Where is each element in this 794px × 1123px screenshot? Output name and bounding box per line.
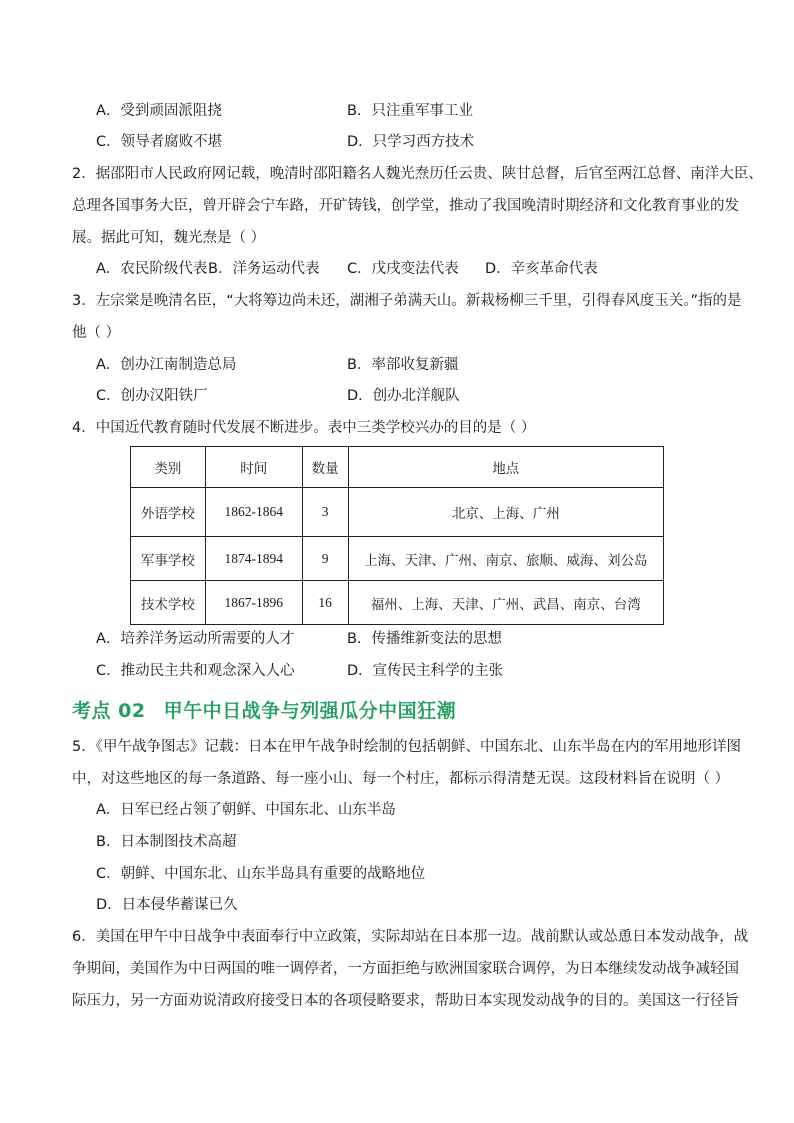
table-cell: 16 — [302, 581, 348, 625]
q5-stem-line-1: 5．《甲午战争图志》记载：日本在甲午战争时绘制的包括朝鲜、中国东北、山东半岛在内的军用地形详图 — [72, 739, 741, 755]
q3-option-a[interactable]: A．创办江南制造总局 — [96, 357, 237, 373]
table-header-cell: 数量 — [302, 447, 348, 488]
table-cell: 外语学校 — [131, 488, 206, 537]
q3-stem-line-2: 他（ ） — [72, 325, 121, 341]
q6-stem-line-2: 争期间，美国作为中日两国的唯一调停者，一方面拒绝与欧洲国家联合调停，为日本继续发动战争减轻国 — [72, 961, 739, 977]
q4-option-d[interactable]: D．宣传民主科学的主张 — [347, 663, 504, 679]
q6-stem-line-3: 际压力，另一方面劝说清政府接受日本的各项侵略要求，帮助日本实现发动战争的目的。美国这一行径旨 — [72, 993, 739, 1009]
table-cell: 上海、天津、广州、南京、旅顺、威海、刘公岛 — [348, 537, 663, 581]
q2-option-c[interactable]: C．戊戌变法代表 — [347, 261, 459, 277]
table-cell: 1867-1896 — [205, 581, 302, 625]
table-cell: 3 — [302, 488, 348, 537]
table-cell: 技术学校 — [131, 581, 206, 625]
q2-option-a[interactable]: A．农民阶级代表 — [96, 261, 208, 277]
table-header-row — [131, 447, 664, 488]
q3-option-d[interactable]: D．创办北洋舰队 — [347, 388, 460, 404]
table-cell: 军事学校 — [131, 537, 206, 581]
q5-option-a[interactable]: A．日军已经占领了朝鲜、中国东北、山东半岛 — [96, 802, 396, 818]
table-cell: 1874-1894 — [205, 537, 302, 581]
q4-option-b[interactable]: B．传播维新变法的思想 — [347, 631, 502, 647]
q5-option-d[interactable]: D．日本侵华蓄谋已久 — [96, 897, 238, 913]
q2-option-b[interactable]: B．洋务运动代表 — [208, 261, 320, 277]
q5-option-b[interactable]: B．日本制图技术高超 — [96, 834, 237, 850]
q1-option-b[interactable]: B．只注重军事工业 — [347, 103, 473, 119]
table-row — [131, 537, 664, 581]
table-header-cell: 时间 — [205, 447, 302, 488]
q1-option-d[interactable]: D．只学习西方技术 — [347, 134, 475, 150]
q6-stem-line-1: 6．美国在甲午中日战争中表面奉行中立政策，实际却站在日本那一边。战前默认或怂恿日本发动战争，战 — [72, 929, 749, 945]
section-title: 甲午中日战争与列强瓜分中国狂潮 — [163, 700, 457, 722]
q4-option-a[interactable]: A．培养洋务运动所需要的人才 — [96, 631, 295, 647]
q1-option-c[interactable]: C．领导者腐败不堪 — [96, 134, 223, 150]
q2-option-d[interactable]: D．辛亥革命代表 — [485, 261, 598, 277]
table-cell: 1862-1864 — [205, 488, 302, 537]
q2-stem-line-1: 2．据邵阳市人民政府网记载，晚清时邵阳籍名人魏光焘历任云贵、陕甘总督，后官至两江总督、南洋大臣、 — [72, 166, 763, 182]
table-header-cell: 类别 — [131, 447, 206, 488]
q5-stem-line-2: 中，对这些地区的每一条道路、每一座小山、每一个村庄，都标示得清楚无误。这段材料旨在说明（ ） — [72, 771, 730, 787]
table-row — [131, 581, 664, 625]
school-table — [130, 446, 664, 625]
table-cell: 福州、上海、天津、广州、武昌、南京、台湾 — [348, 581, 663, 625]
q2-stem-line-3: 展。据此可知，魏光焘是（ ） — [72, 230, 266, 246]
q5-option-c[interactable]: C．朝鲜、中国东北、山东半岛具有重要的战略地位 — [96, 866, 426, 882]
q3-option-b[interactable]: B．率部收复新疆 — [347, 357, 459, 373]
q4-option-c[interactable]: C．推动民主共和观念深入人心 — [96, 663, 295, 679]
section-heading — [72, 696, 456, 723]
table-cell: 北京、上海、广州 — [348, 488, 663, 537]
q2-stem-line-2: 总理各国事务大臣，曾开辟会宁车路，开矿铸钱，创学堂，推动了我国晚清时期经济和文化教育事业的发 — [72, 198, 739, 214]
table-header-cell: 地点 — [348, 447, 663, 488]
q4-stem: 4．中国近代教育随时代发展不断进步。表中三类学校兴办的目的是（ ） — [72, 420, 536, 436]
q1-option-a[interactable]: A．受到顽固派阻挠 — [96, 103, 222, 119]
q3-option-c[interactable]: C．创办汉阳铁厂 — [96, 388, 208, 404]
table-row — [131, 488, 664, 537]
q3-stem-line-1: 3．左宗棠是晚清名臣，“大将筹边尚未还，湖湘子弟满天山。新栽杨柳三千里，引得春风度玉关。”指的是 — [72, 293, 742, 309]
table-cell: 9 — [302, 537, 348, 581]
section-number: 考点 02 — [72, 700, 146, 722]
